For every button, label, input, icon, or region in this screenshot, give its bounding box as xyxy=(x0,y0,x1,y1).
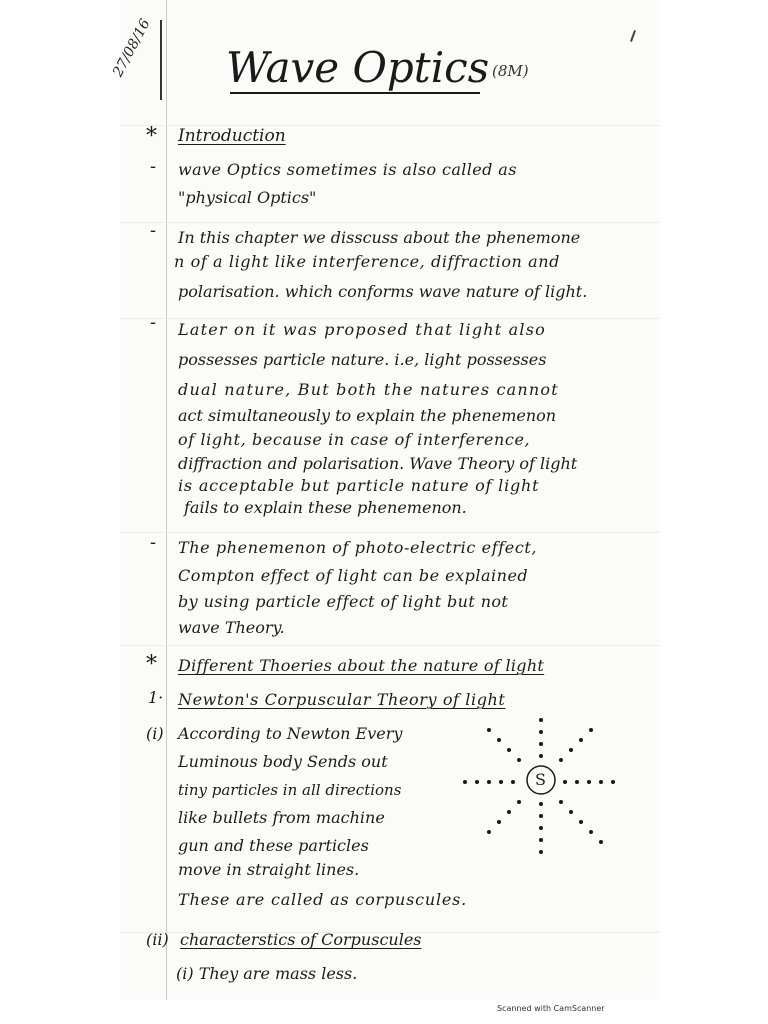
intro-text-line: n of a light like interference, diffraction and xyxy=(174,252,561,271)
dash-bullet: - xyxy=(150,220,157,241)
intro-text-line: fails to explain these phenemenon. xyxy=(184,498,467,517)
intro-text-line: diffraction and polarisation. Wave Theory of light xyxy=(178,454,578,473)
intro-text-line: Later on it was proposed that light also xyxy=(178,320,546,339)
intro-text-line: dual nature, But both the natures cannot xyxy=(178,380,559,399)
intro-text-line: The phenemenon of photo-electric effect, xyxy=(178,538,538,557)
title-underline xyxy=(230,92,480,94)
newton-text-line: gun and these particles xyxy=(178,836,369,855)
ruled-line xyxy=(120,318,660,319)
marks-label: (8M) xyxy=(492,62,529,80)
intro-text-line: In this chapter we disscuss about the phenemone xyxy=(178,228,581,247)
roman-bullet: (ii) xyxy=(146,930,169,949)
intro-text-line: is acceptable but particle nature of light xyxy=(178,476,540,495)
star-bullet: * xyxy=(146,652,157,677)
roman-bullet: (i) xyxy=(146,724,164,743)
intro-text-line: of light, because in case of interference, xyxy=(178,430,531,449)
introduction-heading: Introduction xyxy=(178,126,286,146)
newton-text-line: move in straight lines. xyxy=(178,860,360,879)
number-bullet: 1· xyxy=(148,688,164,707)
theories-heading: Different Thoeries about the nature of light xyxy=(178,656,545,675)
star-bullet: * xyxy=(146,124,157,149)
intro-text-line: Compton effect of light can be explained xyxy=(178,566,529,585)
newton-text-line: According to Newton Every xyxy=(178,724,403,743)
page-title: Wave Optics xyxy=(226,43,490,92)
dash-bullet: - xyxy=(150,532,157,553)
newton-heading: Newton's Corpuscular Theory of light xyxy=(178,690,506,709)
ruled-line xyxy=(120,645,660,646)
newton-text-line: like bullets from machine xyxy=(178,808,385,827)
intro-text-line: wave Theory. xyxy=(178,618,285,637)
source-label: S xyxy=(535,770,546,789)
characteristics-item: (i) They are mass less. xyxy=(176,964,358,983)
date-divider xyxy=(160,20,162,100)
intro-text-line: wave Optics sometimes is also called as xyxy=(178,160,517,179)
intro-text-line: polarisation. which conforms wave nature of light. xyxy=(178,282,588,301)
intro-text-line: act simultaneously to explain the phenemenon xyxy=(178,406,557,425)
scanner-watermark: Scanned with CamScanner xyxy=(497,1004,605,1013)
intro-text-line: possesses particle nature. i.e, light possesses xyxy=(178,350,547,369)
dash-bullet: - xyxy=(150,312,157,333)
intro-text-line: by using particle effect of light but not xyxy=(178,592,509,611)
intro-text-line: "physical Optics" xyxy=(178,188,317,207)
date: 27/08/16 xyxy=(110,16,154,80)
margin-line xyxy=(166,0,167,1000)
characteristics-heading: characterstics of Corpuscules xyxy=(180,930,422,949)
dash-bullet: - xyxy=(150,156,157,177)
ruled-line xyxy=(120,222,660,223)
newton-text-line: Luminous body Sends out xyxy=(178,752,388,771)
newton-text-line: These are called as corpuscules. xyxy=(178,890,468,909)
ruled-line xyxy=(120,532,660,533)
newton-text-line: tiny particles in all directions xyxy=(178,781,402,799)
